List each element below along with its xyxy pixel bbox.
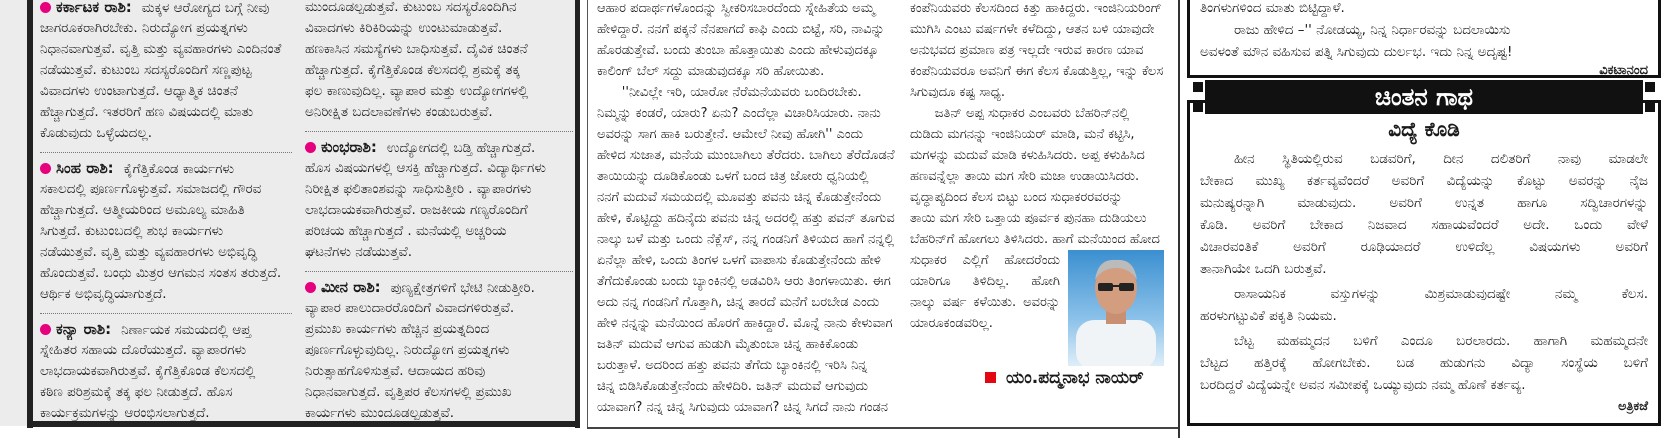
horoscope-text: ಕಾರ್ಯಕ್ರಮಗಳನ್ನು ಆರಂಭಿಸಲಾಗುತ್ತದೆ. <box>40 405 210 421</box>
zodiac-sign-label: ಮೀನ ರಾಶಿ: <box>321 278 381 296</box>
story-line: ತೆಗೆದುಕೊಂಡು ಬಂದು ಬ್ಯಾಂಕಿನಲ್ಲಿ ಅಡವಿರಿಸಿ ಆರು ತಿಂಗಳಾಯಿತು. ಈಗ <box>597 274 891 289</box>
horoscope-line <box>40 361 292 382</box>
chintana-line: ಹೀನ ಸ್ಥಿತಿಯಲ್ಲಿರುವ ಬಡವರಿಗೆ, ದೀನ ದಲಿತರಿಗೆ ನಾವು ಮಾಡಲೇ <box>1234 151 1648 167</box>
bullet-icon <box>40 2 51 13</box>
story-line: ನಾಲ್ಕು ಬಳೆ ಮತ್ತು ಒಂದು ನೆಕ್ಲೆಸ್, ನನ್ನ ಗಂಡನಿಗೆ ತಿಳಿಯದ ಹಾಗೆ ನನ್ನಲ್ಲಿ <box>597 232 895 247</box>
horoscope-line <box>40 284 292 305</box>
horoscope-text: ಫಲ ಕಾಣುವುದಿಲ್ಲ. ವ್ಯಾಪಾರ ಮತ್ತು ಉದ್ಯೋಗಗಳಲ್ಲಿ <box>305 83 529 99</box>
horoscope-text: ವಿವಾದಗಳು ಕಿರಿಕಿರಿಯನ್ನು ಉಂಟುಮಾಡುತ್ತವೆ. <box>305 20 503 36</box>
story-line: ಆಹಾರ ಪದಾರ್ಥಗಳೊಂದನ್ನು ಸ್ವೀಕರಿಸಬಾರದೆಂದು ಸ್ನೇಹಿತೆಯ ಅಮ್ಮ <box>597 1 875 16</box>
chintana-line: ತಾನಾಗಿಯೇ ಒದಗಿ ಬರುತ್ತವೆ. <box>1200 261 1327 277</box>
bullet-icon <box>40 324 51 335</box>
chintana-line: ರಾಸಾಯನಿಕ ವಸ್ತುಗಳನ್ನು ಮಿಶ್ರಮಾಡುವುದಷ್ಟೇ ನಮ್ಮ ಕೆಲಸ. <box>1234 286 1648 302</box>
red-square-icon <box>985 372 996 383</box>
horoscope-line <box>305 382 573 403</box>
horoscope-text: ಪುಣ್ಯಕ್ಷೇತ್ರಗಳಿಗೆ ಭೇಟಿ ನೀಡುತ್ತೀರಿ. <box>390 280 535 296</box>
horoscope-line <box>40 102 292 123</box>
story-line: ಅವರನ್ನು ಸಾಗ ಹಾಕಿ ಬರುತ್ತೇನೆ. ಆಮೇಲೆ ನೀವು ಹೋಗಿ'' ಎಂದು <box>597 127 864 142</box>
horoscope-text: ಆರ್ಥಿಕ ಅಭಿವೃದ್ಧಿಯಾಗುತ್ತದೆ. <box>40 286 167 302</box>
section-divider <box>40 152 292 153</box>
horoscope-text: ನಡೆಯುತ್ತವೆ. ಕುಟುಂಬ ಸದಸ್ಯರೊಂದಿಗೆ ಸಣ್ಣಪುಟ್ಟ <box>40 62 252 78</box>
horoscope-line <box>305 0 573 18</box>
story-line: ಸಿಗುವುದೂ ಕಷ್ಟ ಸಾಧ್ಯ. <box>910 85 1006 100</box>
story-column-1 <box>597 0 897 418</box>
bullet-icon <box>305 282 316 293</box>
story-line: ಯಾರಿಗೂ ತಿಳಿದಿಲ್ಲ. ಹೋಗಿ <box>910 274 1060 289</box>
horoscope-line <box>305 340 573 361</box>
chintana-title: ವಿದ್ಯೆ ಕೊಡಿ <box>1388 117 1460 141</box>
horoscope-text: ನಿರೀಕ್ಷಿತ ಫಲಿತಾಂಶವನ್ನು ಸಾಧಿಸುತ್ತೀರಿ . ವ್ಯಾಪಾರಗಳು <box>305 181 532 197</box>
story-line: ಬರುತ್ತಾಳೆ. ಅದರಿಂದ ಹತ್ತು ಪವನು ತೆಗೆದು ಬ್ಯಾಂಕಿನಲ್ಲಿ ಇರಿಸಿ ನಿನ್ನ <box>597 358 868 373</box>
story-line: ಹೇಳಿ ನನ್ನನ್ನು ಮನೆಯಿಂದ ಹೊರಗೆ ಹಾಕಿದ್ದಾರೆ. ಮೊನ್ನೆ ನಾನು ಕೇಳುವಾಗ <box>597 316 893 331</box>
corner-ornament-icon <box>1645 102 1655 112</box>
horoscope-text: ಲಾಭದಾಯಕವಾಗಿರುತ್ತವೆ. ರಾಜಕೀಯ ಗಣ್ಯರೊಂದಿಗೆ <box>305 202 528 218</box>
zodiac-sign-label: ಕರ್ಕಾಟಕ ರಾಶಿ: <box>56 0 132 16</box>
horoscope-line <box>305 221 573 242</box>
horoscope-text: ಹಣಕಾಸಿನ ಸಮಸ್ಯೆಗಳು ಬಾಧಿಸುತ್ತವೆ. ದೈವಿಕ ಚಿಂತನೆ <box>305 41 528 57</box>
horoscope-line <box>40 200 292 221</box>
story-line: ವೃದ್ಧಾಪ್ಯದಿಂದ ಕೆಲಸ ಬಿಟ್ಟು ಬಂದ ಸುಧಾಕರರವರನ್ನು <box>910 190 1123 205</box>
story-line: ಮುಗಿಸಿ ಎಂಟು ವರ್ಷಗಳೇ ಕಳೆದಿದ್ದು, ಆತನ ಬಳಿ ಯಾವುದೇ <box>910 22 1155 37</box>
horoscope-text: ಸಿಗುತ್ತದೆ. ಕುಟುಂಬದಲ್ಲಿ ಶುಭ ಕಾರ್ಯಗಳು <box>40 223 224 239</box>
horoscope-line <box>305 200 573 221</box>
story-line: ಹೊರಡುತ್ತೇವೆ. ಬಂದು ತುಂಬಾ ಹೊತ್ತಾಯಿತು ಎಂದು ಹೇಳುವುದಕ್ಕೂ <box>597 43 879 58</box>
bullet-icon <box>305 142 316 153</box>
corner-ornament-icon <box>1645 82 1655 92</box>
horoscope-line <box>305 242 573 263</box>
section-divider <box>40 313 292 314</box>
story-line: ಕಾಲಿಂಗ್ ಬೆಲ್ ಸದ್ದು ಮಾಡುವುದಕ್ಕೂ ಸರಿ ಹೋಯಿತು. <box>597 64 825 79</box>
horoscope-text: ಕಾರ್ಯಗಳು ಮುಂದೂಡಲ್ಪಡುತ್ತವೆ. <box>305 405 455 421</box>
story-line: ಬೆಹರಿನ್‌ಗೆ ಹೋಗಲು ತಿಳಿಸಿದರು. ಹಾಗೆ ಮನೆಯಿಂದ ಹೋದ <box>910 232 1160 247</box>
horoscope-line <box>40 123 292 144</box>
joke-line: ಅವಳಂತೆ ಮೌನ ವಹಿಸುವ ಪತ್ನಿ ಸಿಗುವುದು ದುರ್ಲಭ. ಇದು ನಿನ್ನ ಅದೃಷ್ಟ! <box>1200 44 1513 60</box>
horoscope-line <box>40 0 292 18</box>
chintana-line: ಹರಳುಗಟ್ಟುವಿಕೆ ಪಕೃತಿ ನಿಯಮ. <box>1200 308 1337 324</box>
horoscope-text: ನಿಧಾನವಾಗುತ್ತವೆ. ವೃತ್ತಿ ಮತ್ತು ವ್ಯವಹಾರಗಳು ಎಂದಿನಂತೆ <box>40 41 282 57</box>
story-line: ಅದು ನನ್ನ ಗಂಡನಿಗೆ ಗೊತ್ತಾಗಿ, ಚಿನ್ನ ತಾರದೆ ಮನೆಗೆ ಬರಬೇಡ ಎಂದು <box>597 295 880 310</box>
story-column-2 <box>910 0 1172 250</box>
horoscope-line <box>305 361 573 382</box>
horoscope-line <box>40 18 292 39</box>
story-author <box>985 368 1144 388</box>
story-line: ಹೇಳಿದ ಸುಜಾತ, ಮನೆಯ ಮುಂಬಾಗಿಲು ತೆರೆದರು. ಬಾಗಿಲು ತೆರೆದೊಡನೆ <box>597 148 895 163</box>
joke-line: ತಿಂಗಳುಗಳಿಂದ ಮಾತು ಬಿಟ್ಟಿದ್ದಾಳೆ. <box>1200 0 1345 16</box>
story-line: ಹೇಳಿ, ಕೊಟ್ಟಿದ್ದು ಹದಿನೈದು ಪವನು ಚಿನ್ನ ಅದರಲ್ಲಿ ಹತ್ತು ಪವನ್ ತೂಗುವ <box>597 211 895 226</box>
story-bottom-rule <box>587 427 1179 429</box>
bullet-icon <box>40 163 51 174</box>
horoscope-text: ಹೊಸ ವಿಷಯಗಳಲ್ಲಿ ಆಸಕ್ತಿ ಹೆಚ್ಚಾಗುತ್ತದೆ. ವಿದ್ಯಾರ್ಥಿಗಳು <box>305 160 546 176</box>
story-line: ನಾಲ್ಕು ವರ್ಷ ಕಳೆಯಿತು. ಅವರನ್ನು <box>910 295 1060 310</box>
horoscope-text: ಘಟನೆಗಳು ನಡೆಯುತ್ತವೆ. <box>305 244 412 260</box>
chintana-line: ಬೆಟ್ಟದ ಹತ್ತಿರಕ್ಕೆ ಹೋಗಬೇಕು. ಬಡ ಹುಡುಗನು ವಿದ್ಯಾ ಸಂಸ್ಥೆಯ ಬಳಿಗೆ <box>1200 355 1648 371</box>
horoscope-text: ಕೊಡುವುದು ಒಳ್ಳೆಯದಲ್ಲ. <box>40 125 153 141</box>
horoscope-line <box>40 263 292 284</box>
story-line: ನಿಮ್ಮನ್ನು ಕಂಡರೆ, ಯಾರು? ಏನು? ಎಂದೆಲ್ಲಾ ವಿಚಾರಿಸಿಯಾರು. ನಾನು <box>597 106 881 121</box>
author-photo <box>1068 250 1164 366</box>
chintana-line: ಬೇಕಾದ ಮುಖ್ಯ ಕರ್ತವ್ಯವೆಂದರೆ ಅವರಿಗೆ ವಿದ್ಯೆಯನ್ನು ಕೊಟ್ಟು ಅವರನ್ನು ನೈಜ <box>1200 173 1648 189</box>
story-line: ಸುಧಾಕರ ಎಲ್ಲಿಗೆ ಹೋದರೆಂದು <box>910 253 1060 268</box>
chintana-line: ಕೊಡಿ. ಅವರಿಗೆ ಬೇಕಾದ ನಿಜವಾದ ಸಹಾಯವೆಂದರೆ ಅದೇ. ಒಂದು ವೇಳೆ <box>1200 217 1648 233</box>
horoscope-text: ನಿಧಾನವಾಗುತ್ತದೆ. ವೃತ್ತಿಪರ ಕೆಲಸಗಳಲ್ಲಿ ಪ್ರಮುಖ <box>305 384 512 400</box>
section-divider <box>305 131 573 132</box>
story-line: ನನಗೆ ಮದುವೆ ಸಮಯದಲ್ಲಿ ಮೂವತ್ತು ಪವನು ಚಿನ್ನ ಕೊಡುತ್ತೇನೆಂದು <box>597 190 882 205</box>
horoscope-text: ಲಾಭದಾಯಕವಾಗಿರುತ್ತವೆ. ಕೈಗೆತ್ತಿಕೊಂಡ ಕೆಲಸದಲ್ಲಿ <box>40 363 256 379</box>
chintana-line: ಬರದಿದ್ದರೆ ವಿದ್ಯೆಯನ್ನೇ ಅವನ ಸಮೀಪಕ್ಕೆ ಒಯ್ಯುವುದು ನಮ್ಮ ಹೊಣೆ ಕರ್ತವ್ಯ. <box>1200 377 1526 393</box>
horoscope-text: ಹೆಚ್ಚಾಗುತ್ತದೆ. ಇತರರಿಗೆ ಹಣ ವಿಷಯದಲ್ಲಿ ಮಾತು <box>40 104 254 120</box>
horoscope-column-1 <box>40 0 292 424</box>
horoscope-line <box>40 39 292 60</box>
horoscope-line <box>305 137 573 158</box>
story-line: ಅನುಭವದ ಪ್ರಮಾಣ ಪತ್ರ ಇಲ್ಲದೇ ಇರುವ ಕಾರಣ ಯಾವ <box>910 43 1144 58</box>
horoscope-text: ಪರಿಚಯ ಹೆಚ್ಚಾಗುತ್ತದೆ . ಮನೆಯಲ್ಲಿ ಅಚ್ಚರಿಯ <box>305 223 507 239</box>
joke-author: ವಿಕಟಾನಂದ <box>1599 63 1648 78</box>
horoscope-border-right <box>575 0 580 428</box>
horoscope-line <box>40 242 292 263</box>
horoscope-line <box>305 102 573 123</box>
horoscope-line <box>305 60 573 81</box>
horoscope-text: ಕಠಿಣ ಪರಿಶ್ರಮಕ್ಕೆ ತಕ್ಕ ಫಲ ನೀಡುತ್ತದೆ. ಹೊಸ <box>40 384 233 400</box>
horoscope-line <box>305 403 573 424</box>
horoscope-border-left <box>27 0 33 428</box>
story-line: ''ನೀವಿಲ್ಲೇ ಇರಿ, ಯಾರೋ ನೆರೆಮನೆಯವರು ಬಂದಿರಬೇಕು. <box>597 85 862 100</box>
story-line: ಯಾರೂಕಂಡವರಿಲ್ಲ. <box>910 316 993 331</box>
horoscope-text: ಸ್ನೇಹಿತರ ಸಹಾಯ ದೊರೆಯುತ್ತದೆ. ವ್ಯಾಪಾರಗಳು <box>40 342 247 358</box>
horoscope-text: ವ್ಯಾಪಾರ ಪಾಲುದಾರರೊಂದಿಗೆ ವಿವಾದಗಳಿರುತ್ತವೆ. <box>305 300 515 316</box>
horoscope-line <box>40 382 292 403</box>
horoscope-text: ಕೈಗೆತ್ತಿಕೊಂಡ ಕಾರ್ಯಗಳು <box>123 161 235 177</box>
horoscope-text: ಹೊಂದುತ್ತವೆ. ಬಂಧು ಮಿತ್ರರ ಆಗಮನ ಸಂತಸ ತರುತ್ತದೆ. <box>40 265 282 281</box>
story-line: ಹೇಳಿದ್ದಾರೆ. ನನಗೆ ಪಕ್ಕನೆ ನೆನಪಾಗದೆ ಕಾಫಿ ಎಂದು ಬಿಟ್ಟೆ, ಸರಿ, ನಾವಿನ್ನು <box>597 22 885 37</box>
horoscope-line <box>305 18 573 39</box>
story-line: ಏನೆಲ್ಲಾ ಹೇಳಿ, ಒಂದು ತಿಂಗಳ ಒಳಗೆ ವಾಪಾಸು ಕೊಡುತ್ತೇನೆಂದು ಹೇಳಿ <box>597 253 881 268</box>
story-line: ತಾಯಿಯನ್ನು ದೂಡಿಕೊಂಡು ಒಳಗೆ ಬಂದ ಚಿತ್ರ ಜೋರು ಧ್ವನಿಯಲ್ಲಿ <box>597 169 869 184</box>
horoscope-text: ಹೆಚ್ಚಾಗುತ್ತದೆ. ಕೈಗೆತ್ತಿಕೊಂಡ ಕೆಲಸದಲ್ಲಿ ಶ್ರಮಕ್ಕೆ ತಕ್ಕ <box>305 62 520 78</box>
story-line: ಕಂಪೆನಿಯವರು ಕೆಲಸದಿಂದ ಕಿತ್ತು ಹಾಕಿದ್ದರು. ಇಂಜಿನಿಯರಿಂಗ್ <box>910 1 1162 16</box>
horoscope-line <box>40 221 292 242</box>
chintana-line: ಮನುಷ್ಯರನ್ನಾಗಿ ಮಾಡುವುದು. ಅವರಿಗೆ ಉನ್ನತ ಹಾಗೂ ಸದ್ವಿಚಾರಗಳನ್ನು <box>1200 195 1648 211</box>
horoscope-column-2 <box>305 0 573 424</box>
chintana-line: ವಿಚಾರವಂತಿಕೆ ಅವರಿಗೆ ರೂಢಿಯಾದರೆ ಉಳಿದೆಲ್ಲ ವಿಷಯಗಳು ಅವರಿಗೆ <box>1200 239 1648 255</box>
zodiac-sign-label: ಕುಂಭರಾಶಿ: <box>321 138 377 156</box>
story-line: ತಾಯಿ ಮಗ ಸೇರಿ ಒತ್ತಾಯ ಪೂರ್ವಕ ಪುನಹಾ ದುಡಿಯಲು <box>910 211 1147 226</box>
horoscope-text: ವಿವಾದಗಳು ಉಂಟಾಗುತ್ತದೆ. ಆಧ್ಯಾತ್ಮಿಕ ಚಿಂತನೆ <box>40 83 238 99</box>
horoscope-line <box>305 277 573 298</box>
horoscope-line <box>40 81 292 102</box>
horoscope-line <box>40 319 292 340</box>
horoscope-line <box>40 179 292 200</box>
corner-ornament-icon <box>1193 102 1203 112</box>
column-divider <box>587 0 588 428</box>
story-line: ದುಡಿದು ಮಗನನ್ನು ಇಂಜಿನಿಯರ್ ಮಾಡಿ, ಮನೆ ಕಟ್ಟಿಸಿ, <box>910 127 1135 142</box>
story-line: ಹಣವನ್ನೆಲ್ಲಾ ತಾಯಿ ಮಗ ಸೇರಿ ಮಜಾ ಉಡಾಯಿಸಿದರು. <box>910 169 1140 184</box>
chintana-author: ಅತ್ರಿಕಜೆ <box>1618 398 1648 413</box>
zodiac-sign-label: ಸಿಂಹ ರಾಶಿ: <box>56 159 114 177</box>
horoscope-text: ಸಕಾಲದಲ್ಲಿ ಪೂರ್ಣಗೊಳ್ಳುತ್ತವೆ. ಸಮಾಜದಲ್ಲಿ ಗೌರವ <box>40 181 262 197</box>
corner-ornament-icon <box>1193 82 1203 92</box>
horoscope-text: ನಡೆಯುತ್ತವೆ. ವೃತ್ತಿ ಮತ್ತು ವ್ಯವಹಾರಗಳು ಅಭಿವೃದ್ಧಿ <box>40 244 258 260</box>
horoscope-text: ಮಕ್ಕಳ ಆರೋಗ್ಯದ ಬಗ್ಗೆ ನೀವು <box>141 0 270 16</box>
story-line: ಕಂಪೆನಿಯವರೂ ಅವನಿಗೆ ಈಗ ಕೆಲಸ ಕೊಡುತ್ತಿಲ್ಲ, ಇನ್ನು ಕೆಲಸ <box>910 64 1164 79</box>
horoscope-text: ಹೆಚ್ಚಾಗುತ್ತದೆ. ಆತ್ಮೀಯರಿಂದ ಅಮೂಲ್ಯ ಮಾಹಿತಿ <box>40 202 245 218</box>
horoscope-line <box>305 81 573 102</box>
author-name: ಯಂ.ಪದ್ಮನಾಭ ನಾಯರ್ <box>1006 368 1144 388</box>
person-portrait-icon <box>1068 250 1164 366</box>
chintana-section-title: ಚಿಂತನ ಗಾಥ <box>1205 80 1643 114</box>
horoscope-line <box>40 403 292 424</box>
horoscope-line <box>305 39 573 60</box>
story-line: ಯಾವಾಗ? ನನ್ನ ಚಿನ್ನ ಸಿಗುವುದು ಯಾವಾಗ? ಚಿನ್ನ ಸಿಗದೆ ನಾನು ಗಂಡನ <box>597 400 888 415</box>
horoscope-text: ಅನಿರೀಕ್ಷಿತ ಬದಲಾವಣೆಗಳು ಕಂಡುಬರುತ್ತವೆ. <box>305 104 493 120</box>
horoscope-line <box>305 298 573 319</box>
story-line: ಜತಿನ್ ಅಪ್ಪ ಸುಧಾಕರ ಎಂಬವರು ಬೆಹರಿನ್‌ನಲ್ಲಿ <box>910 106 1130 121</box>
joke-text <box>1200 0 1648 63</box>
horoscope-line <box>40 340 292 361</box>
horoscope-text: ಉದ್ಯೋಗದಲ್ಲಿ ಬಡ್ತಿ ಹೆಚ್ಚಾಗುತ್ತದೆ. <box>386 140 536 156</box>
story-column-2-wrap <box>910 250 1060 334</box>
horoscope-line <box>305 179 573 200</box>
horoscope-line <box>305 319 573 340</box>
chintana-line: ಬೆಟ್ಟ ಮಹಮ್ಮದನ ಬಳಿಗೆ ಎಂದೂ ಬರಲಾರದು. ಹಾಗಾಗಿ ಮಹಮ್ಮದನೇ <box>1234 333 1648 349</box>
horoscope-text: ಮುಂದೂಡಲ್ಪಡುತ್ತವೆ. ಕುಟುಂಬ ಸದಸ್ಯರೊಂದಿಗಿನ <box>305 0 517 15</box>
story-line: ಚಿನ್ನ ಬಿಡಿಸಿಕೊಡುತ್ತೇನೆಂದು ಹೇಳಿದಿರಿ. ಜತಿನ್ ಮದುವೆ ಆಗುವುದು <box>597 379 869 394</box>
horoscope-line <box>305 158 573 179</box>
column-divider-right <box>1178 0 1180 438</box>
horoscope-text: ಜಾಗರೂಕರಾಗಿರಬೇಕು. ನಿರುದ್ಯೋಗ ಪ್ರಯತ್ನಗಳು <box>40 20 248 36</box>
story-line: ಮಗಳನ್ನು ಮದುವೆ ಮಾಡಿ ಕಳುಹಿಸಿದರು. ಅಪ್ಪ ಕಳುಹಿಸಿದ <box>910 148 1145 163</box>
horoscope-line <box>40 60 292 81</box>
chintana-body <box>1200 148 1648 396</box>
horoscope-text: ಪ್ರಮುಖ ಕಾರ್ಯಗಳು ಹೆಚ್ಚಿನ ಪ್ರಯತ್ನದಿಂದ <box>305 321 490 337</box>
story-line: ಜತಿನ್ ಮದುವೆ ಆಗುವ ಹುಡುಗಿ ಮೈತುಂಬಾ ಚಿನ್ನ ಹಾಕಿಕೊಂಡು <box>597 337 859 352</box>
joke-line: ರಾಜು ಹೇಳಿದ –'' ನೋಡಯ್ಯ, ನಿನ್ನ ನಿರ್ಧಾರವನ್ನು ಬದಲಾಯಿಸು <box>1234 22 1511 38</box>
zodiac-sign-label: ಕನ್ಯಾ ರಾಶಿ: <box>56 320 112 338</box>
horoscope-text: ನಿರುತ್ಸಾಹಗೊಳಿಸುತ್ತವೆ. ಆದಾಯದ ಹರಿವು <box>305 363 486 379</box>
horoscope-text: ನಿರ್ಣಾಯಕ ಸಮಯದಲ್ಲಿ ಆಪ್ತ <box>121 322 251 338</box>
section-divider <box>305 271 573 272</box>
horoscope-line <box>40 158 292 179</box>
horoscope-text: ಪೂರ್ಣಗೊಳ್ಳುವುದಿಲ್ಲ. ನಿರುದ್ಯೋಗ ಪ್ರಯತ್ನಗಳು <box>305 342 510 358</box>
